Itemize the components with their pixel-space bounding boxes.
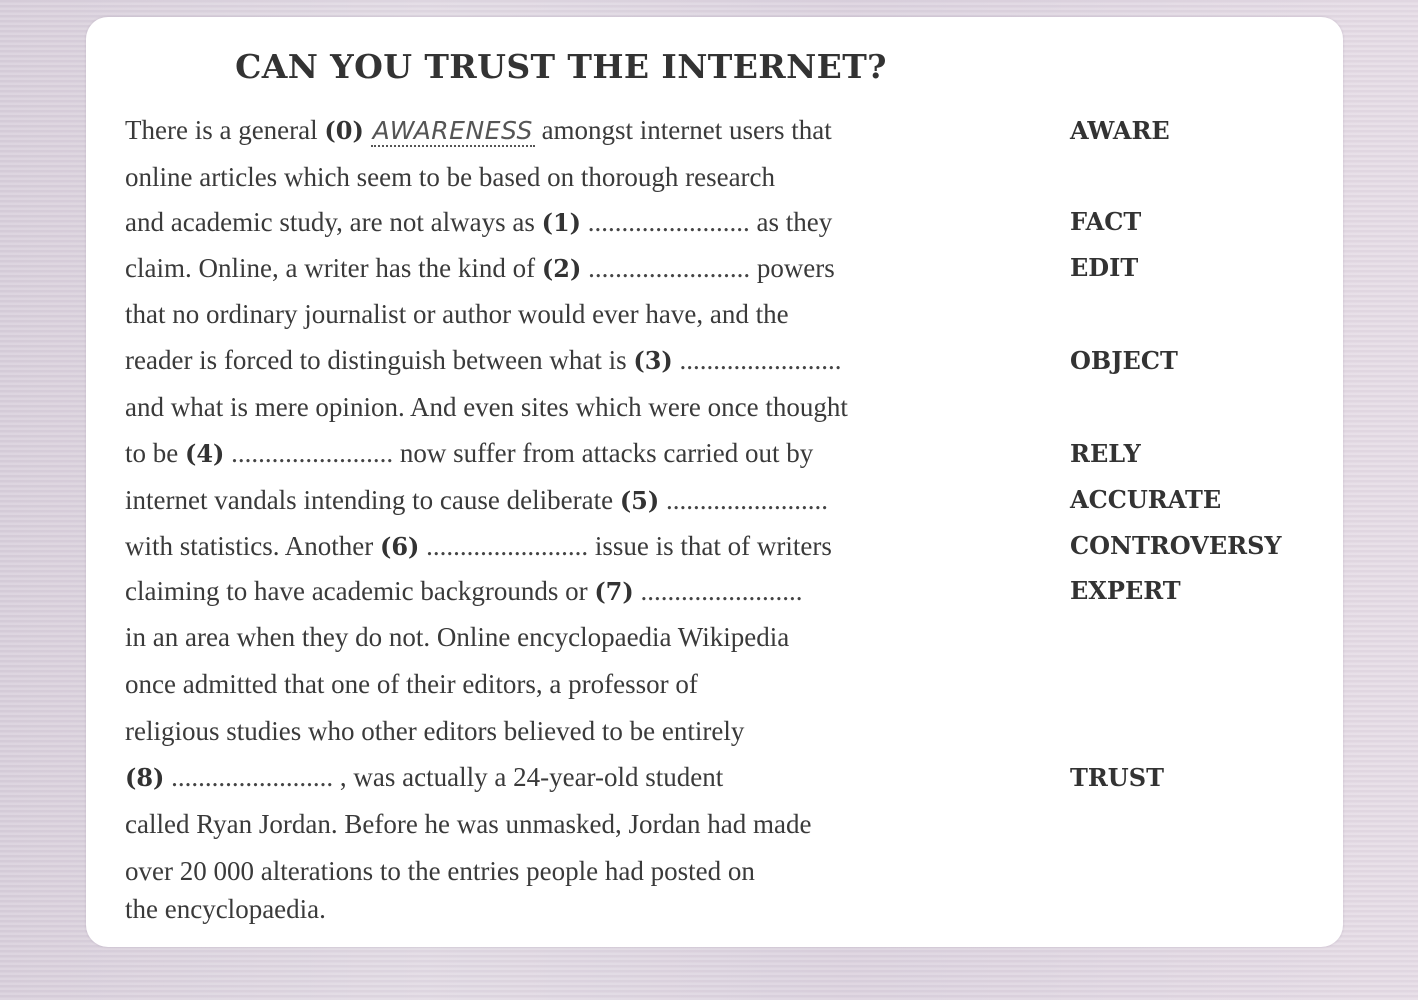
exercise-card [86,17,1343,947]
text-segment: amongst internet users that [541,115,832,145]
text-segment: claiming to have academic backgrounds or [125,576,588,606]
text-line-6 [125,347,842,374]
text-line-18: the encyclopaedia. [125,894,326,924]
text-line-9 [125,487,828,514]
gap-blank-1[interactable]: ........................ [587,207,750,237]
text-line-17: over 20 000 alterations to the entries people had posted on [125,856,755,886]
gap-number-4: (4) [185,439,225,468]
text-line-16: called Ryan Jordan. Before he was unmasked, Jordan had made [125,809,812,839]
text-segment: to be [125,438,179,468]
text-line-1 [125,117,832,144]
gap-blank-5[interactable]: ........................ [666,485,828,515]
gap-number-5: (5) [619,486,660,515]
text-segment: , was actually a 24-year-old student [339,762,724,792]
gap-number-6: (6) [379,532,420,561]
word-bank-controversy: CONTROVERSY [1070,531,1282,560]
text-segment: reader is forced to distinguish between what is [125,345,627,375]
text-line-8 [125,440,813,467]
text-line-13: once admitted that one of their editors, a professor of [125,669,698,699]
text-line-4 [125,255,835,282]
text-line-11 [125,578,803,605]
word-bank-fact: FACT [1070,207,1142,236]
text-line-7: and what is mere opinion. And even sites which were once thought [125,392,848,422]
text-line-10 [125,533,832,560]
word-bank-object: OBJECT [1070,346,1178,375]
text-line-14: religious studies who other editors believed to be entirely [125,716,745,746]
text-segment: and academic study, are not always as [125,207,535,237]
gap-blank-8[interactable]: ........................ [171,762,334,792]
exercise-title: CAN YOU TRUST THE INTERNET? [235,47,887,86]
text-segment: now suffer from attacks carried out by [399,438,814,468]
gap-blank-2[interactable]: ........................ [588,253,751,283]
gap-blank-6[interactable]: ........................ [426,531,589,561]
text-line-2: online articles which seem to be based on thorough research [125,162,776,192]
example-answer: AWARENESS [372,116,533,145]
gap-number-0: (0) [324,116,364,145]
gap-number-2: (2) [541,254,582,283]
word-bank-accurate: ACCURATE [1070,485,1222,514]
gap-number-7: (7) [594,577,634,606]
text-segment: There is a general [125,115,318,145]
text-segment: as they [756,207,833,237]
text-line-5: that no ordinary journalist or author would ever have, and the [125,299,789,329]
gap-number-8: (8) [125,763,165,792]
text-segment: internet vandals intending to cause deliberate [125,485,614,515]
gap-number-1: (1) [541,208,582,237]
text-segment: claim. Online, a writer has the kind of [125,253,536,283]
text-line-15 [125,764,723,791]
word-bank-edit: EDIT [1070,253,1139,282]
word-bank-expert: EXPERT [1070,576,1181,605]
text-segment: powers [756,253,835,283]
gap-number-3: (3) [633,346,673,375]
text-segment: issue is that of writers [594,531,832,561]
word-bank-trust: TRUST [1070,763,1164,792]
gap-blank-7[interactable]: ........................ [640,576,803,606]
word-bank-aware: AWARE [1070,116,1170,145]
text-line-3 [125,209,832,236]
text-line-12: in an area when they do not. Online encyclopaedia Wikipedia [125,622,790,652]
word-bank-rely: RELY [1070,439,1141,468]
gap-blank-3[interactable]: ........................ [679,345,842,375]
text-segment: with statistics. Another [125,531,374,561]
gap-blank-4[interactable]: ........................ [231,438,394,468]
